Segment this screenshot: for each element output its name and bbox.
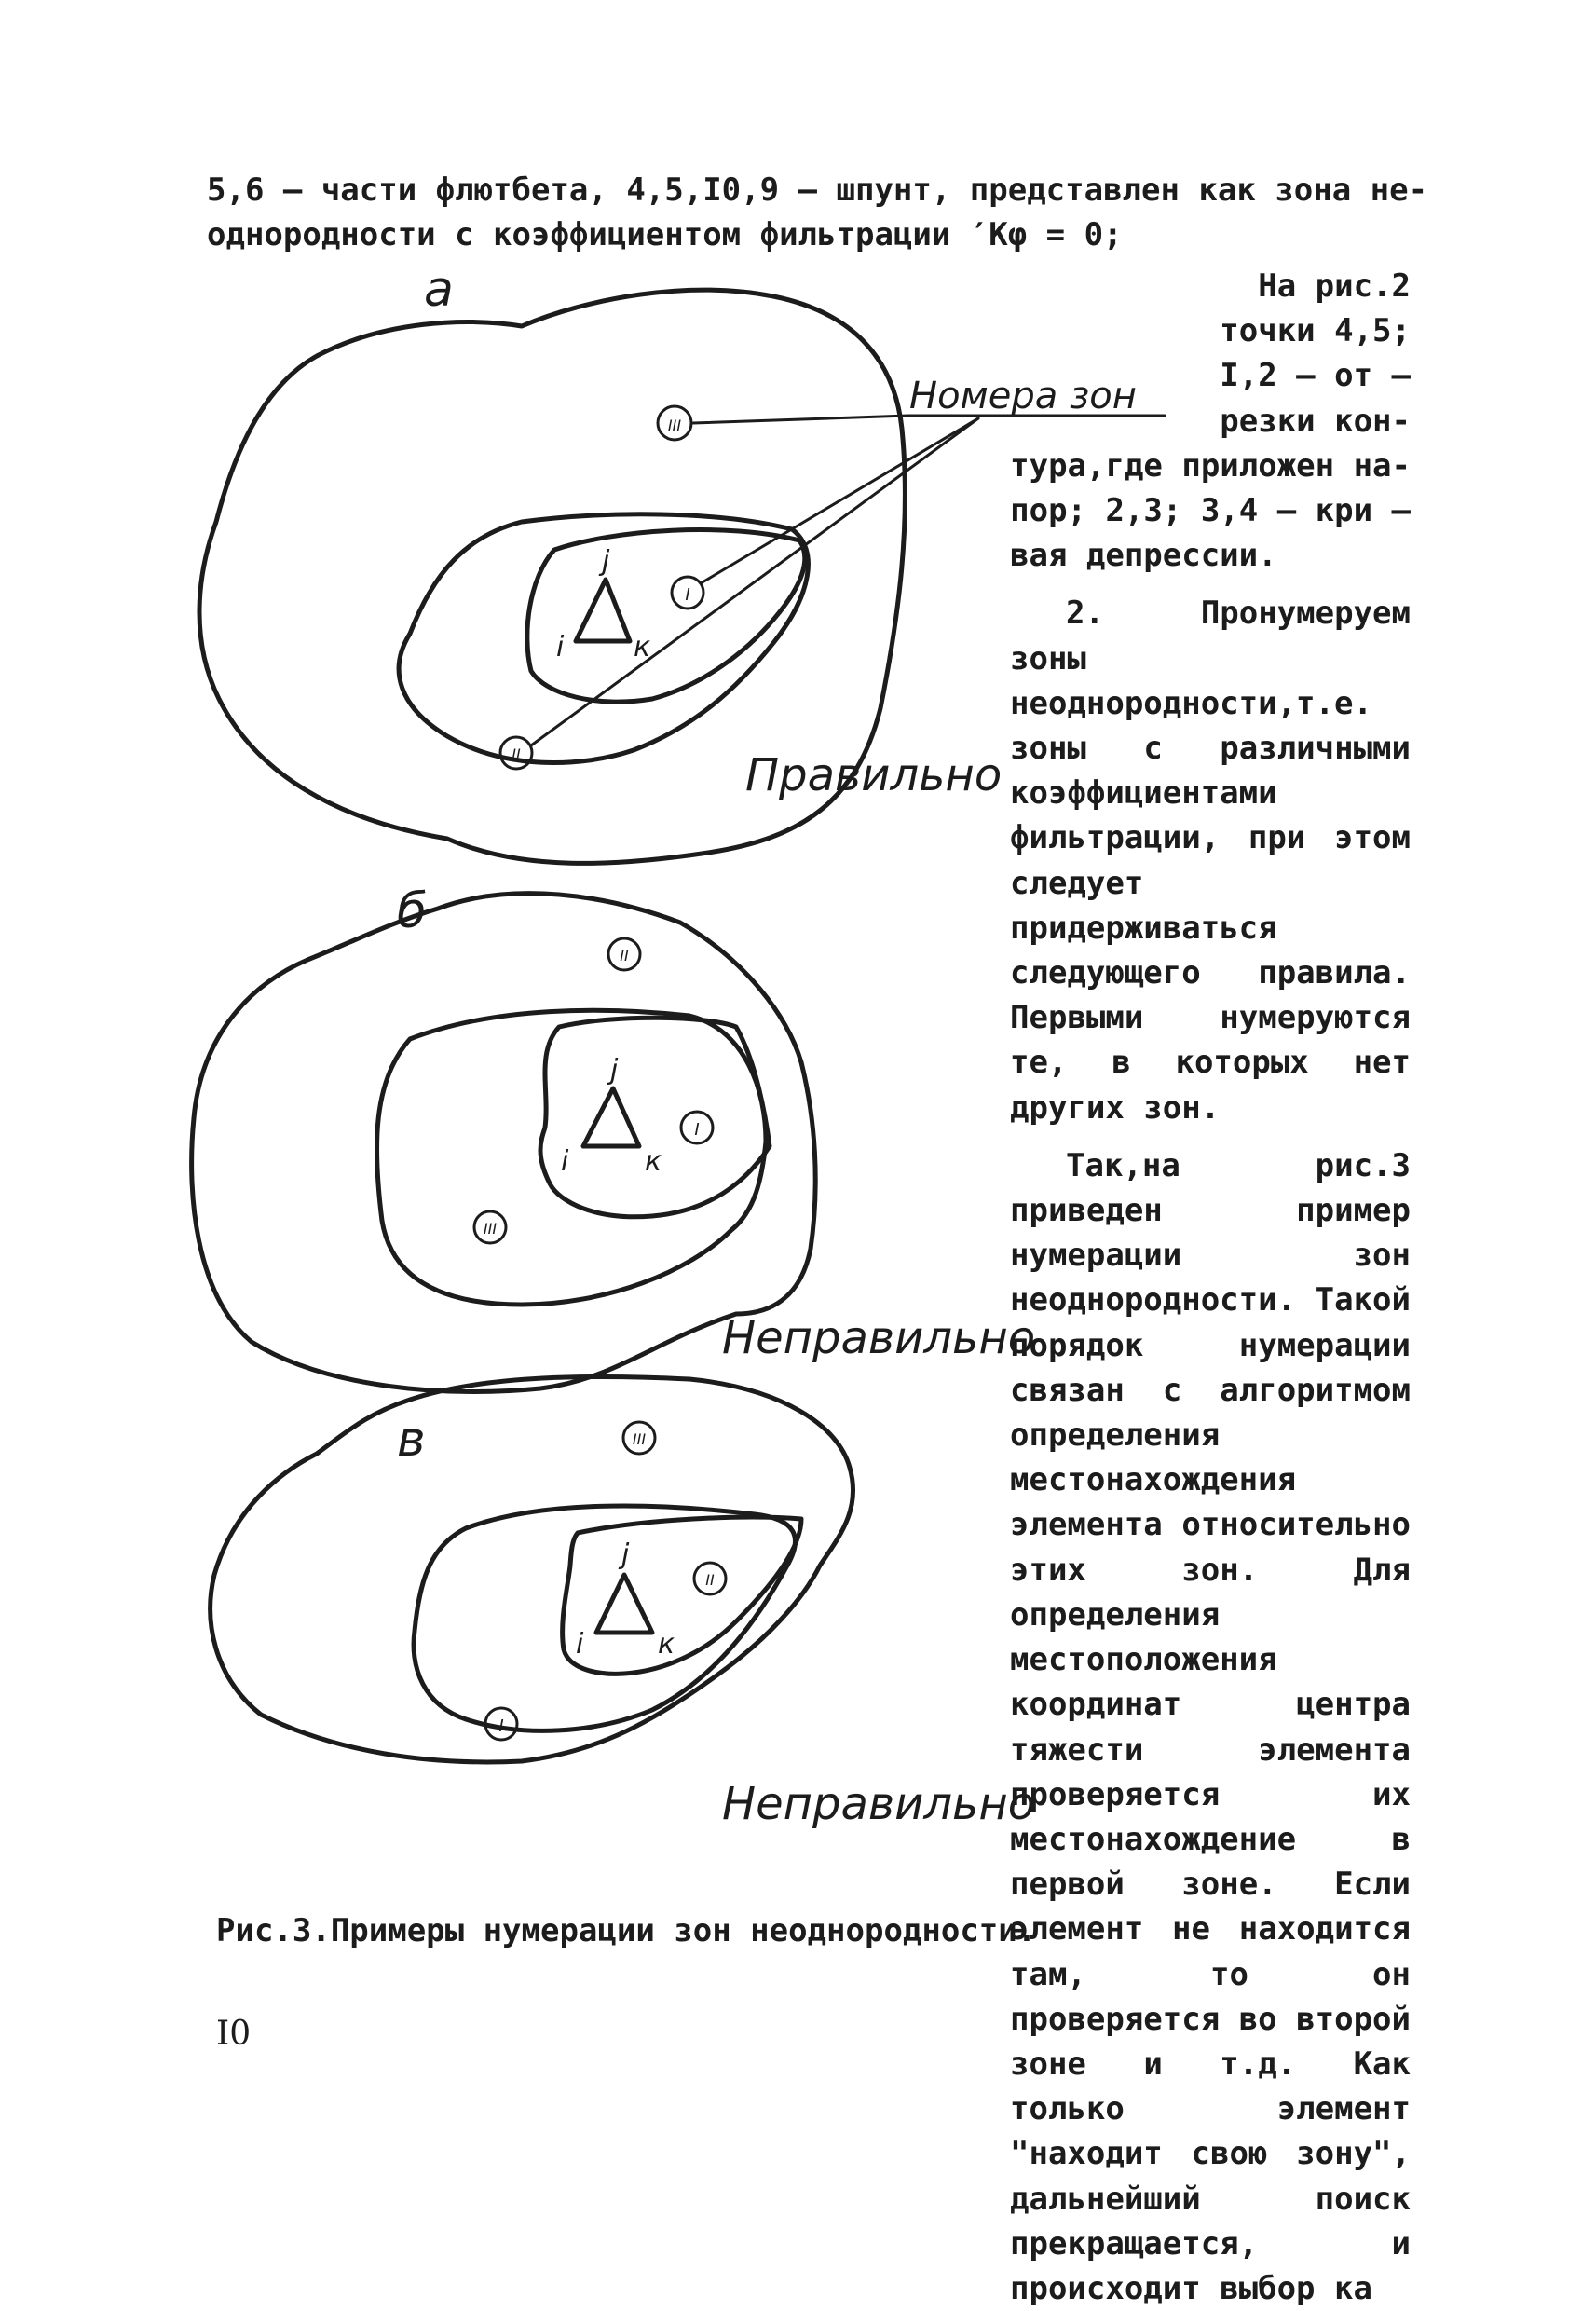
panel-c-zone-label-inner: II — [705, 1571, 715, 1589]
page-number: I0 — [216, 2015, 252, 2053]
panel-a-node-i: i — [556, 631, 565, 663]
panel-c-node-i: i — [576, 1628, 584, 1661]
panel-c-triangle — [596, 1575, 652, 1633]
panel-c-caption-label: Неправильно — [722, 1778, 1036, 1830]
panel-a-node-k: к — [634, 631, 651, 663]
panel-a-zone-label-middle: II — [512, 745, 521, 763]
panel-a-zone-label-outer: III — [667, 417, 682, 434]
panel-b-zone-label-outer: II — [620, 947, 629, 964]
panel-c-node-k: к — [658, 1628, 675, 1661]
intro-line-2: однородности с коэффициентом фильтрации ′Кφ = 0; — [207, 216, 1123, 253]
figure-caption: Рис.3.Примеры нумерации зон неоднородности. — [216, 1912, 1037, 1949]
panel-a-leader-line — [701, 418, 978, 583]
panel-c-zone-label-outer: III — [632, 1430, 647, 1448]
panel-a-caption-label: Правильно — [745, 749, 1003, 801]
col-line: резки кон- — [1220, 402, 1411, 440]
panel-c-zone-label-middle: I — [498, 1716, 504, 1736]
panel-b-node-j: j — [610, 1054, 619, 1087]
panel-c-letter: в — [397, 1412, 426, 1468]
panel-c-outer-contour — [211, 1376, 853, 1761]
panel-b-node-k: к — [645, 1145, 662, 1178]
panel-a-node-j: j — [602, 545, 610, 578]
panel-b-letter: б — [397, 883, 428, 939]
panel-a-zone-label-inner: I — [685, 585, 690, 605]
panel-b-caption-label: Неправильно — [722, 1312, 1036, 1364]
intro-line-1: 5,6 – части флютбета, 4,5,I0,9 – шпунт, представлен как зона не- — [207, 171, 1428, 209]
panel-a-callout-label: Номера зон — [909, 375, 1137, 417]
col-line: На рис.2 — [1258, 267, 1411, 305]
panel-b-zone-label-middle: III — [483, 1220, 498, 1238]
col-line: вая депрессии. — [1010, 537, 1277, 575]
panel-a-letter: а — [424, 262, 454, 318]
col-line: точки 4,5; — [1220, 312, 1411, 350]
panel-c-node-j: j — [621, 1538, 630, 1571]
col-line: тура,где приложен на- — [1010, 446, 1411, 485]
col-line: I,2 – от – — [1220, 357, 1411, 395]
panel-a-leader-line — [531, 418, 978, 745]
col-line: пор; 2,3; 3,4 – кри – — [1010, 492, 1411, 530]
panel-b-zone-label-inner: I — [694, 1120, 700, 1140]
panel-b-middle-contour — [376, 1010, 766, 1305]
panel-b-node-i: i — [561, 1145, 569, 1178]
panel-c-inner-contour — [563, 1517, 801, 1674]
panel-a-leader-line — [693, 416, 908, 423]
panel-a-triangle — [576, 580, 630, 641]
panel-a-inner-contour — [527, 530, 805, 703]
paragraph-2: 2. Пронумеруем зоны неоднородности,т.е. зоны с различными коэффициентами фильтрации, при этом следует придерживаться следующего правила. Первыми нумеруются те, в которых нет других зон. — [1010, 595, 1411, 1127]
paragraph-3: Так,на рис.3 приведен пример нумерации зон неоднородности. Такой порядок нумерации связан с алгоритмом определения местонахождения элемента относительно этих зон. Для определения местоположения координат центра тяжести элемента проверяется их местонахождение в первой зоне. Если элемент не находится там, то он проверяется во второй зоне и т.д. Как только элемент "находит свою зону", дальнейший поиск прекращается, и происходит выбор ка — [1010, 1146, 1411, 2307]
panel-b-triangle — [583, 1088, 639, 1146]
